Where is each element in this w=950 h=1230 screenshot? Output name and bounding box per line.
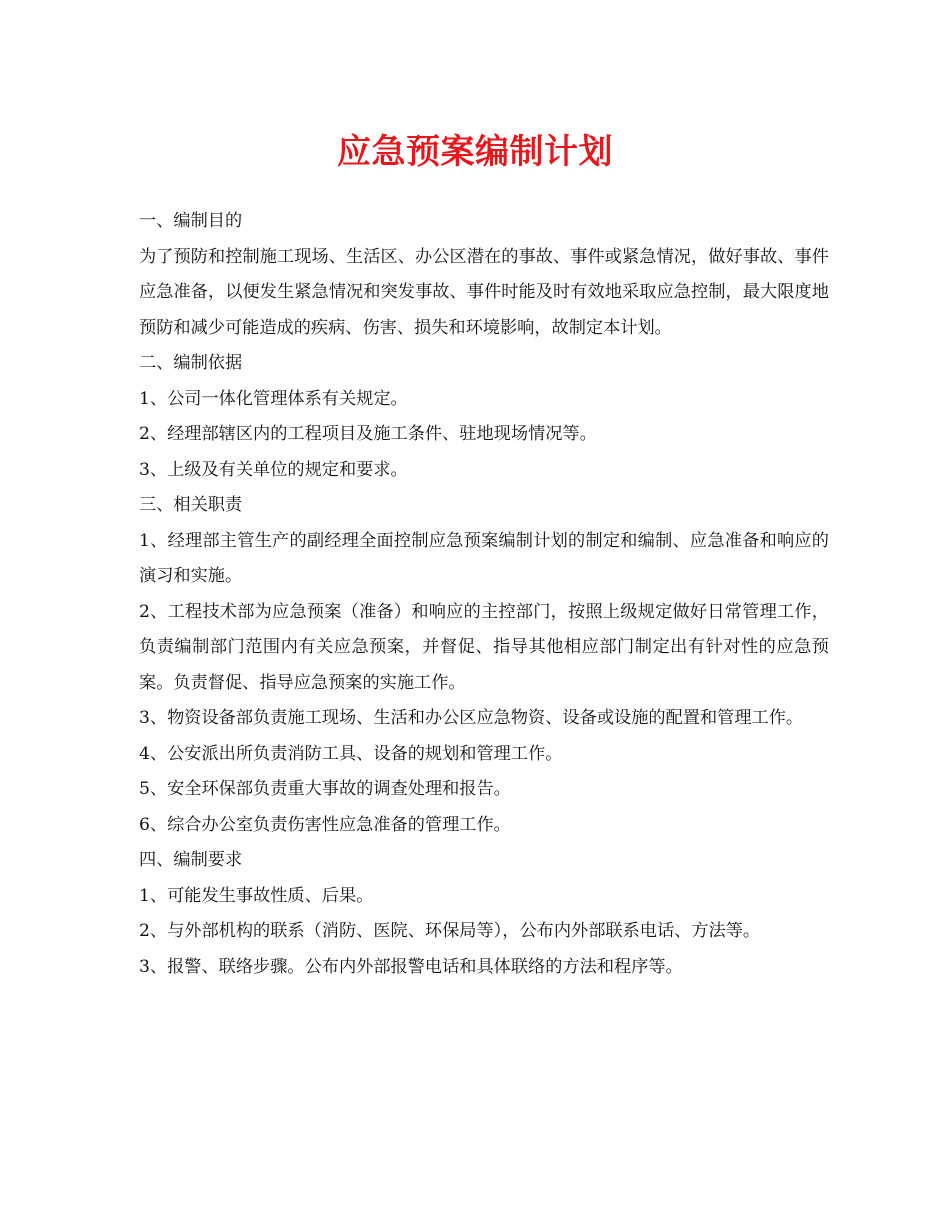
paragraph-purpose: 为了预防和控制施工现场、生活区、办公区潜在的事故、事件或紧急情况，做好事故、事件应急准备，以便发生紧急情况和突发事故、事件时能及时有效地采取应急控制，最大限度地预防和减少可能造成的疾病、伤害、损失和环境影响，故制定本计划。 <box>139 246 829 338</box>
section-heading-basis: 二、编制依据 <box>139 353 243 373</box>
list-item-requirement-1: 1、可能发生事故性质、后果。 <box>139 885 374 906</box>
list-item-requirement-3: 3、报警、联络步骤。公布内外部报警电话和具体联络的方法和程序等。 <box>139 956 683 977</box>
list-item-responsibility-5: 5、安全环保部负责重大事故的调查处理和报告。 <box>139 779 511 799</box>
list-item-requirement-2: 2、与外部机构的联系（消防、医院、环保局等），公布内外部联系电话、方法等。 <box>139 921 761 941</box>
list-item-responsibility-4: 4、公安派出所负责消防工具、设备的规划和管理工作。 <box>139 743 563 764</box>
list-item-responsibility-1: 1、经理部主管生产的副经理全面控制应急预案编制计划的制定和编制、应急准备和响应的演习和实施。 <box>139 530 829 586</box>
section-heading-requirements: 四、编制要求 <box>139 850 243 870</box>
section-heading-purpose: 一、编制目的 <box>139 211 243 231</box>
list-item-responsibility-3: 3、物资设备部负责施工现场、生活和办公区应急物资、设备或设施的配置和管理工作。 <box>139 708 804 728</box>
document-body <box>139 204 829 985</box>
document-title: 应急预案编制计划 <box>337 132 613 172</box>
list-item-basis-1: 1、公司一体化管理体系有关规定。 <box>139 388 408 409</box>
section-heading-responsibilities: 三、相关职责 <box>139 495 243 515</box>
list-item-responsibility-6: 6、综合办公室负责伤害性应急准备的管理工作。 <box>139 814 511 835</box>
list-item-basis-3: 3、上级及有关单位的规定和要求。 <box>139 459 408 480</box>
list-item-responsibility-2: 2、工程技术部为应急预案（准备）和响应的主控部门，按照上级规定做好日常管理工作，负责编制部门范围内有关应急预案，并督促、指导其他相应部门制定出有针对性的应急预案。负责督促、指导应急预案的实施工作。 <box>139 601 829 693</box>
list-item-basis-2: 2、经理部辖区内的工程项目及施工条件、驻地现场情况等。 <box>139 424 597 444</box>
